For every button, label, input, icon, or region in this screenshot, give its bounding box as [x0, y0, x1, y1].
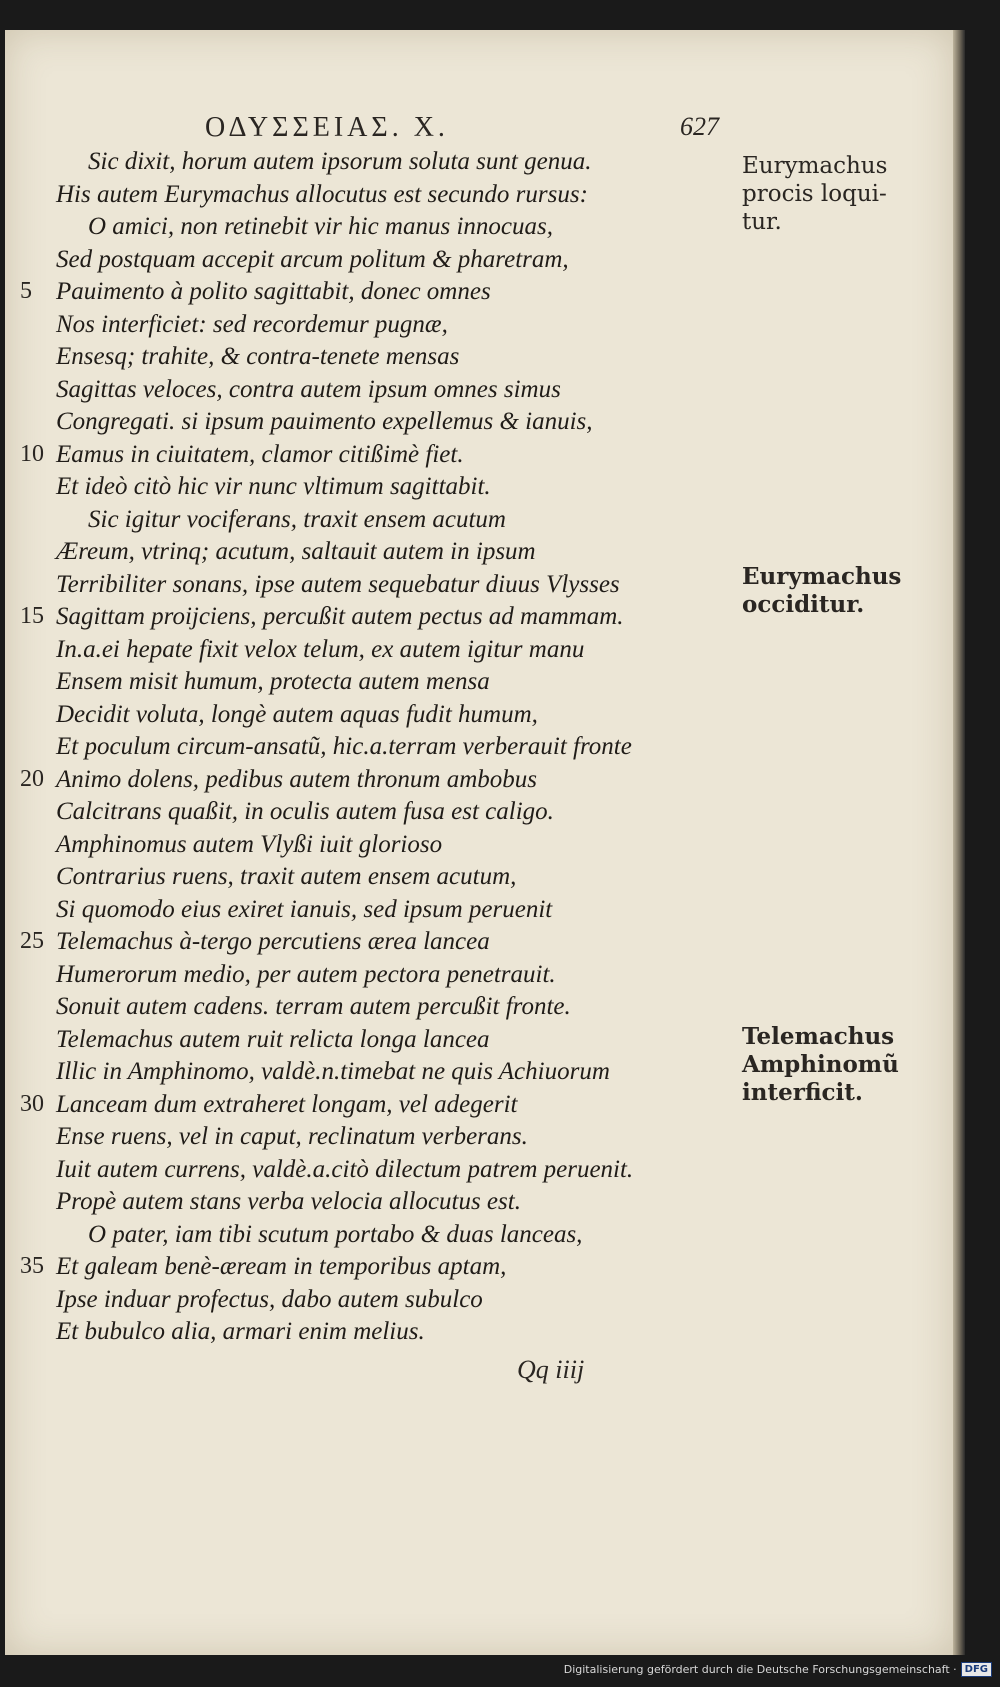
line-text: Iuit autem currens, valdè.a.citò dilectum patrem peruenit. — [56, 1155, 634, 1183]
marginal-note-line: Telemachus — [742, 1023, 895, 1050]
line-text: Sed postquam accepit arcum politum & pharetram, — [56, 245, 569, 273]
footer-credit — [564, 1662, 992, 1677]
line-text: Si quomodo eius exiret ianuis, sed ipsum peruenit — [56, 895, 553, 923]
line-number: 30 — [20, 1090, 44, 1117]
running-header: ΟΔΥΣΣΕΙΑΣ. Χ. — [205, 112, 449, 143]
line-text: Decidit voluta, longè autem aquas fudit humum, — [56, 700, 538, 728]
line-text: Sagittam proijciens, percußit autem pectus ad mammam. — [56, 603, 624, 630]
verse-line — [20, 343, 740, 376]
verse-line — [20, 571, 740, 604]
verse-line — [20, 1091, 740, 1124]
verse-line — [20, 1318, 740, 1351]
line-text: Congregati. si ipsum pauimento expellemus & ianuis, — [56, 408, 593, 435]
line-text: Calcitrans quaßit, in oculis autem fusa est caligo. — [56, 798, 554, 825]
line-text: Pauimento à polito sagittabit, donec omnes — [56, 278, 491, 305]
verse-line — [20, 928, 740, 961]
page-edge — [953, 30, 965, 1655]
verse-line — [20, 441, 740, 474]
line-text: Ensesq; trahite, & contra-tenete mensas — [56, 343, 460, 370]
verse-line — [20, 311, 740, 344]
line-text: His autem Eurymachus allocutus est secundo rursus: — [56, 180, 588, 208]
verse-line — [20, 831, 740, 864]
verse-line — [20, 213, 740, 246]
line-text: Ipse induar profectus, dabo autem subulco — [56, 1285, 483, 1313]
verse-line — [20, 1253, 740, 1286]
verse-line — [20, 636, 740, 669]
verse-line — [20, 1123, 740, 1156]
line-text: O amici, non retinebit vir hic manus innocuas, — [88, 213, 553, 240]
line-text: Sic igitur vociferans, traxit ensem acutum — [88, 505, 506, 533]
verse-line — [20, 896, 740, 929]
verse-line — [20, 798, 740, 831]
line-number: 25 — [20, 928, 44, 954]
line-text: Et galeam benè-æream in temporibus aptam, — [56, 1253, 507, 1280]
verse-line — [20, 1286, 740, 1319]
verse-line — [20, 181, 740, 214]
line-text: Amphinomus autem Vlyßi iuit glorioso — [56, 830, 443, 858]
line-text: Propè autem stans verba velocia allocutus est. — [56, 1188, 521, 1215]
line-text: Æreum, vtrinq; acutum, saltauit autem in ipsum — [56, 538, 536, 565]
line-text: Terribiliter sonans, ipse autem sequebatur diuus Vlysses — [56, 570, 620, 598]
signature-mark: Qq iiij — [517, 1355, 585, 1384]
line-text: Sagittas veloces, contra autem ipsum omnes simus — [56, 375, 561, 403]
verse-text — [20, 148, 740, 1351]
verse-line — [20, 148, 740, 181]
marginal-note-line: Eurymachus — [742, 563, 902, 590]
marginal-note — [742, 152, 887, 236]
marginal-note-line: interficit. — [742, 1079, 863, 1106]
verse-line — [20, 1221, 740, 1254]
footer-text: Digitalisierung gefördert durch die Deutsche Forschungsgemeinschaft · — [563, 1663, 957, 1676]
line-number: 10 — [20, 440, 44, 467]
line-text: Lanceam dum extraheret longam, vel adegerit — [56, 1090, 518, 1118]
line-text: Et ideò citò hic vir nunc vltimum sagittabit. — [56, 473, 491, 500]
marginal-note-line: Amphinomũ — [742, 1051, 899, 1078]
line-text: Telemachus autem ruit relicta longa lancea — [56, 1025, 490, 1053]
dfg-logo: DFG — [961, 1662, 992, 1677]
line-text: Et poculum circum-ansatũ, hic.a.terram verberauit fronte — [56, 733, 632, 760]
line-text: Ensem misit humum, protecta autem mensa — [56, 668, 490, 695]
line-text: Et bubulco alia, armari enim melius. — [56, 1318, 425, 1345]
line-text: In.a.ei hepate fixit velox telum, ex autem igitur manu — [56, 635, 585, 663]
line-text: Eamus in ciuitatem, clamor citißimè fiet. — [56, 440, 464, 468]
line-number: 5 — [20, 278, 32, 304]
verse-line — [20, 1026, 740, 1059]
verse-line — [20, 1058, 740, 1091]
marginal-note-line: occiditur. — [742, 591, 865, 618]
verse-line — [20, 863, 740, 896]
line-text: Humerorum medio, per autem pectora penetrauit. — [56, 960, 556, 988]
marginal-note — [742, 1023, 899, 1107]
verse-line — [20, 701, 740, 734]
verse-line — [20, 1188, 740, 1221]
verse-line — [20, 603, 740, 636]
line-text: Nos interficiet: sed recordemur pugnæ, — [56, 310, 448, 338]
verse-line — [20, 376, 740, 409]
verse-line — [20, 246, 740, 279]
marginal-note-line: tur. — [742, 209, 782, 235]
verse-line — [20, 278, 740, 311]
line-text: Ense ruens, vel in caput, reclinatum verberans. — [56, 1123, 528, 1150]
line-number: 20 — [20, 765, 44, 792]
verse-line — [20, 1156, 740, 1189]
verse-line — [20, 538, 740, 571]
line-text: Sonuit autem cadens. terram autem percußit fronte. — [56, 993, 571, 1020]
marginal-note — [742, 563, 901, 619]
line-text: Contrarius ruens, traxit autem ensem acutum, — [56, 863, 517, 890]
line-number: 35 — [20, 1253, 44, 1279]
marginal-note-line: Eurymachus — [742, 153, 888, 179]
marginal-note-line: procis loqui- — [742, 181, 887, 207]
verse-line — [20, 993, 740, 1026]
line-text: Animo dolens, pedibus autem thronum ambobus — [56, 765, 537, 793]
verse-line — [20, 961, 740, 994]
line-text: Sic dixit, horum autem ipsorum soluta sunt genua. — [88, 148, 592, 175]
page-number: 627 — [680, 112, 719, 141]
line-text: O pater, iam tibi scutum portabo & duas lanceas, — [88, 1220, 583, 1248]
line-number: 15 — [20, 603, 44, 629]
line-text: Illic in Amphinomo, valdè.n.timebat ne quis Achiuorum — [56, 1058, 610, 1085]
line-text: Telemachus à-tergo percutiens ærea lancea — [56, 928, 490, 955]
verse-line — [20, 766, 740, 799]
verse-line — [20, 408, 740, 441]
verse-line — [20, 733, 740, 766]
verse-line — [20, 668, 740, 701]
verse-line — [20, 473, 740, 506]
verse-line — [20, 506, 740, 539]
